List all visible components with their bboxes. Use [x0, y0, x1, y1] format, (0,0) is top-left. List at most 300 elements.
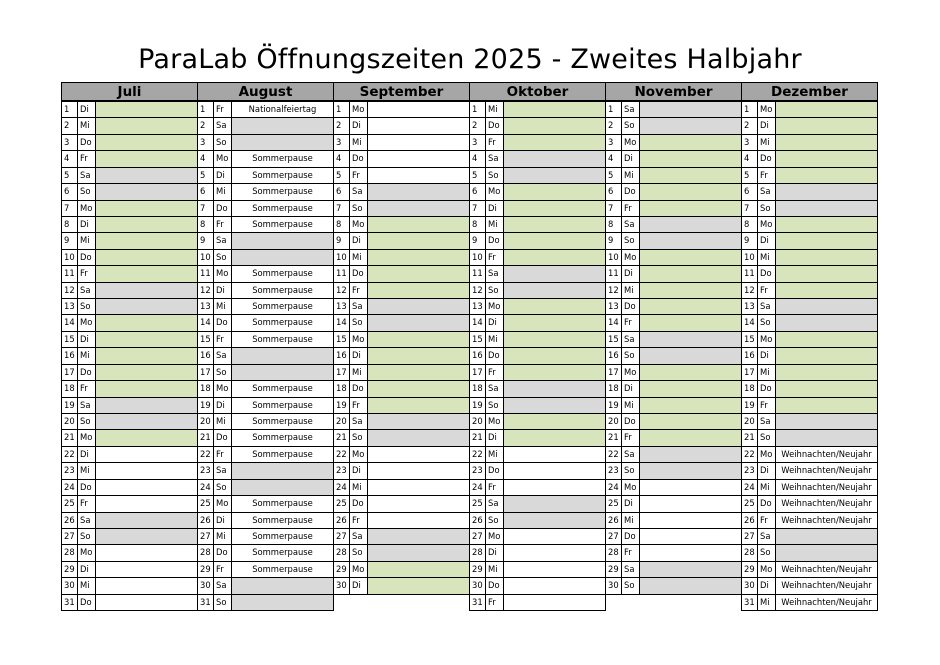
day-row [605, 380, 741, 396]
day-number: 18 [605, 380, 622, 397]
day-note [503, 446, 606, 463]
day-note [95, 183, 198, 200]
day-row [741, 528, 877, 544]
weekday: Mi [77, 462, 96, 479]
day-note: Sommerpause [231, 183, 334, 200]
day-number: 16 [741, 347, 758, 364]
day-number: 9 [197, 232, 214, 249]
weekday: Do [349, 265, 368, 282]
weekday: Sa [77, 282, 96, 299]
day-number: 19 [741, 397, 758, 414]
day-number: 14 [469, 314, 486, 331]
day-note [503, 544, 606, 561]
weekday: Fr [349, 282, 368, 299]
weekday: Fr [485, 364, 504, 381]
day-row [469, 117, 605, 133]
day-number: 9 [741, 232, 758, 249]
day-row [469, 249, 605, 265]
weekday: Do [349, 380, 368, 397]
month-column-november [605, 82, 741, 610]
day-row [197, 429, 333, 445]
month-column-juli [61, 82, 197, 610]
day-number: 27 [197, 528, 214, 545]
weekday: Mo [485, 298, 504, 315]
day-note [367, 101, 470, 118]
day-number: 19 [197, 397, 214, 414]
day-row [61, 101, 197, 117]
weekday: Fr [349, 397, 368, 414]
day-note [503, 232, 606, 249]
day-number: 20 [605, 413, 622, 430]
day-note [639, 446, 742, 463]
day-row [333, 446, 469, 462]
day-number: 3 [333, 134, 350, 151]
day-note [639, 495, 742, 512]
day-number: 30 [741, 577, 758, 594]
day-note [95, 462, 198, 479]
weekday: Di [349, 577, 368, 594]
weekday: Sa [757, 528, 776, 545]
day-note [639, 314, 742, 331]
day-number: 3 [741, 134, 758, 151]
day-number: 31 [197, 594, 214, 611]
day-note [231, 232, 334, 249]
day-row [741, 594, 877, 610]
weekday: So [349, 314, 368, 331]
month-column-september [333, 82, 469, 610]
weekday: Mi [213, 413, 232, 430]
page-title: ParaLab Öffnungszeiten 2025 - Zweites Halbjahr [138, 44, 802, 75]
weekday: Fr [349, 167, 368, 184]
weekday: Mo [77, 314, 96, 331]
day-note [95, 380, 198, 397]
day-number: 29 [197, 561, 214, 578]
day-row [605, 331, 741, 347]
day-row [469, 134, 605, 150]
weekday: Di [621, 150, 640, 167]
day-row [605, 216, 741, 232]
day-row [197, 249, 333, 265]
day-number: 10 [197, 249, 214, 266]
day-row [605, 413, 741, 429]
day-number: 2 [469, 117, 486, 134]
day-note: Weihnachten/Neujahr [775, 462, 878, 479]
day-row [469, 495, 605, 511]
day-number: 7 [333, 200, 350, 217]
day-row [469, 167, 605, 183]
day-row [469, 413, 605, 429]
day-note: Sommerpause [231, 331, 334, 348]
day-row [61, 364, 197, 380]
day-number: 2 [333, 117, 350, 134]
day-note [231, 134, 334, 151]
weekday: Mo [621, 249, 640, 266]
weekday: Do [485, 232, 504, 249]
day-note [95, 117, 198, 134]
day-number: 11 [61, 265, 78, 282]
day-note [775, 397, 878, 414]
day-note [95, 512, 198, 529]
day-note [95, 544, 198, 561]
day-row [469, 331, 605, 347]
weekday: Sa [213, 462, 232, 479]
day-note [775, 298, 878, 315]
day-number: 27 [605, 528, 622, 545]
weekday: Di [77, 446, 96, 463]
day-note: Sommerpause [231, 413, 334, 430]
day-note: Sommerpause [231, 265, 334, 282]
weekday: Mi [213, 298, 232, 315]
weekday: Di [349, 462, 368, 479]
day-row [61, 528, 197, 544]
day-note: Sommerpause [231, 167, 334, 184]
weekday: Sa [757, 183, 776, 200]
weekday: Mi [757, 134, 776, 151]
day-note [503, 413, 606, 430]
day-row [61, 314, 197, 330]
day-row [197, 577, 333, 593]
day-number: 10 [469, 249, 486, 266]
weekday: So [349, 544, 368, 561]
day-note [775, 150, 878, 167]
day-row [605, 397, 741, 413]
day-row [741, 134, 877, 150]
day-note: Sommerpause [231, 561, 334, 578]
weekday: Sa [213, 347, 232, 364]
day-note [367, 216, 470, 233]
day-note [367, 265, 470, 282]
day-number: 15 [333, 331, 350, 348]
day-number: 25 [61, 495, 78, 512]
day-row [333, 216, 469, 232]
day-row [741, 561, 877, 577]
day-note [367, 117, 470, 134]
weekday: Fr [213, 101, 232, 118]
day-number: 5 [469, 167, 486, 184]
day-note [367, 577, 470, 594]
day-row [469, 314, 605, 330]
day-note [95, 413, 198, 430]
day-note [231, 117, 334, 134]
weekday: Mo [349, 561, 368, 578]
day-row [61, 117, 197, 133]
weekday: So [621, 232, 640, 249]
day-number: 15 [197, 331, 214, 348]
day-row [197, 134, 333, 150]
weekday: Mi [757, 249, 776, 266]
weekday: Fr [213, 216, 232, 233]
weekday: Fr [757, 512, 776, 529]
day-number: 26 [197, 512, 214, 529]
day-row [741, 249, 877, 265]
weekday: So [621, 117, 640, 134]
day-number: 15 [469, 331, 486, 348]
day-note [775, 544, 878, 561]
day-number: 21 [61, 429, 78, 446]
day-number: 21 [469, 429, 486, 446]
day-number: 26 [333, 512, 350, 529]
weekday: Mo [349, 101, 368, 118]
day-number: 12 [605, 282, 622, 299]
day-row [741, 446, 877, 462]
day-number: 20 [469, 413, 486, 430]
day-row [605, 101, 741, 117]
weekday: Do [349, 495, 368, 512]
day-row [741, 101, 877, 117]
day-row [741, 265, 877, 281]
weekday: Di [485, 429, 504, 446]
day-note [775, 528, 878, 545]
day-note [639, 117, 742, 134]
day-row [605, 167, 741, 183]
day-row [333, 331, 469, 347]
day-number: 3 [197, 134, 214, 151]
weekday: Sa [757, 413, 776, 430]
day-note: Weihnachten/Neujahr [775, 446, 878, 463]
weekday: Mi [757, 364, 776, 381]
weekday: Di [757, 462, 776, 479]
day-row [741, 117, 877, 133]
day-row [333, 101, 469, 117]
day-note: Sommerpause [231, 380, 334, 397]
weekday: Di [77, 561, 96, 578]
day-note [775, 282, 878, 299]
day-row [741, 200, 877, 216]
weekday: Sa [349, 413, 368, 430]
day-row [469, 183, 605, 199]
day-number: 29 [741, 561, 758, 578]
day-row [197, 528, 333, 544]
day-note [367, 462, 470, 479]
weekday: Do [621, 413, 640, 430]
day-row [333, 117, 469, 133]
day-number: 19 [61, 397, 78, 414]
weekday: Do [621, 528, 640, 545]
day-number: 16 [333, 347, 350, 364]
weekday: So [485, 397, 504, 414]
day-row [333, 167, 469, 183]
weekday: Di [621, 380, 640, 397]
day-number: 29 [605, 561, 622, 578]
month-header: Oktober [469, 82, 606, 101]
day-number: 5 [741, 167, 758, 184]
day-row [469, 232, 605, 248]
day-note [367, 429, 470, 446]
day-row [333, 397, 469, 413]
day-row [61, 265, 197, 281]
day-note [503, 512, 606, 529]
day-note [639, 577, 742, 594]
day-note [95, 446, 198, 463]
weekday: Mi [621, 282, 640, 299]
day-note: Sommerpause [231, 216, 334, 233]
day-note: Sommerpause [231, 298, 334, 315]
day-note [367, 249, 470, 266]
day-number: 11 [605, 265, 622, 282]
weekday: Sa [621, 101, 640, 118]
day-number: 21 [741, 429, 758, 446]
day-note [503, 314, 606, 331]
weekday: Mo [349, 216, 368, 233]
day-row [333, 200, 469, 216]
day-note [639, 397, 742, 414]
day-note [95, 347, 198, 364]
day-number: 14 [197, 314, 214, 331]
day-note [503, 495, 606, 512]
day-row [741, 462, 877, 478]
day-note [503, 249, 606, 266]
day-note [503, 577, 606, 594]
weekday: Mi [485, 561, 504, 578]
day-row [197, 347, 333, 363]
day-note: Sommerpause [231, 397, 334, 414]
day-row [61, 150, 197, 166]
day-row [469, 577, 605, 593]
weekday: So [485, 512, 504, 529]
day-note: Sommerpause [231, 282, 334, 299]
day-number: 28 [741, 544, 758, 561]
day-number: 12 [333, 282, 350, 299]
day-note: Weihnachten/Neujahr [775, 594, 878, 611]
day-number: 27 [333, 528, 350, 545]
day-row [469, 397, 605, 413]
weekday: Mi [349, 479, 368, 496]
day-row [469, 544, 605, 560]
day-number: 19 [469, 397, 486, 414]
day-row [61, 577, 197, 593]
day-number: 15 [61, 331, 78, 348]
weekday: Fr [77, 265, 96, 282]
day-row [61, 544, 197, 560]
day-note [367, 298, 470, 315]
day-note [775, 101, 878, 118]
day-row [605, 544, 741, 560]
day-row [197, 167, 333, 183]
day-row [61, 413, 197, 429]
weekday: Mi [77, 117, 96, 134]
day-note: Sommerpause [231, 150, 334, 167]
day-row [197, 282, 333, 298]
weekday: Di [485, 200, 504, 217]
day-number: 22 [741, 446, 758, 463]
day-row [469, 380, 605, 396]
day-row [197, 314, 333, 330]
day-note [503, 101, 606, 118]
weekday: Mi [485, 216, 504, 233]
day-row [741, 347, 877, 363]
weekday: Sa [485, 380, 504, 397]
weekday: Mi [349, 364, 368, 381]
day-note [775, 183, 878, 200]
day-note [367, 413, 470, 430]
weekday: Do [757, 380, 776, 397]
day-note [367, 134, 470, 151]
day-row [197, 200, 333, 216]
day-row [741, 397, 877, 413]
day-note [367, 512, 470, 529]
day-row [61, 167, 197, 183]
weekday: Do [213, 200, 232, 217]
weekday: Do [213, 314, 232, 331]
day-note: Nationalfeiertag [231, 101, 334, 118]
day-number: 7 [61, 200, 78, 217]
weekday: Do [757, 150, 776, 167]
day-row [605, 298, 741, 314]
day-number: 12 [741, 282, 758, 299]
day-note [367, 479, 470, 496]
day-note: Weihnachten/Neujahr [775, 512, 878, 529]
day-number: 30 [197, 577, 214, 594]
weekday: Do [757, 495, 776, 512]
day-number: 23 [61, 462, 78, 479]
day-row [741, 544, 877, 560]
weekday: Do [485, 462, 504, 479]
day-row [605, 577, 741, 593]
weekday: Sa [485, 495, 504, 512]
day-row [61, 282, 197, 298]
month-header: November [605, 82, 742, 101]
day-number: 13 [605, 298, 622, 315]
weekday: Fr [485, 134, 504, 151]
weekday: Do [77, 134, 96, 151]
day-note [503, 479, 606, 496]
weekday: Mo [77, 200, 96, 217]
day-row [741, 314, 877, 330]
day-row [61, 249, 197, 265]
day-number: 6 [605, 183, 622, 200]
weekday: Fr [485, 479, 504, 496]
day-row [741, 512, 877, 528]
day-row [605, 232, 741, 248]
day-row [333, 512, 469, 528]
day-row [333, 429, 469, 445]
day-number: 23 [605, 462, 622, 479]
day-number: 25 [333, 495, 350, 512]
day-number: 27 [741, 528, 758, 545]
day-number: 9 [333, 232, 350, 249]
day-number: 13 [61, 298, 78, 315]
day-row [197, 462, 333, 478]
weekday: Mo [485, 528, 504, 545]
month-header: Juli [61, 82, 198, 101]
day-number: 2 [61, 117, 78, 134]
day-row [333, 528, 469, 544]
day-number: 31 [741, 594, 758, 611]
day-number: 20 [61, 413, 78, 430]
day-note [231, 347, 334, 364]
day-note [367, 282, 470, 299]
day-number: 16 [605, 347, 622, 364]
day-note [639, 561, 742, 578]
day-row [61, 134, 197, 150]
day-number: 26 [605, 512, 622, 529]
day-number: 6 [469, 183, 486, 200]
day-row [469, 446, 605, 462]
day-number: 3 [61, 134, 78, 151]
day-number: 28 [469, 544, 486, 561]
day-number: 14 [333, 314, 350, 331]
weekday: So [621, 577, 640, 594]
weekday: Mi [77, 347, 96, 364]
day-row [61, 495, 197, 511]
day-note [639, 232, 742, 249]
day-row [197, 446, 333, 462]
day-number: 3 [605, 134, 622, 151]
day-number: 13 [741, 298, 758, 315]
day-row [605, 364, 741, 380]
day-note [639, 528, 742, 545]
weekday: Fr [757, 167, 776, 184]
